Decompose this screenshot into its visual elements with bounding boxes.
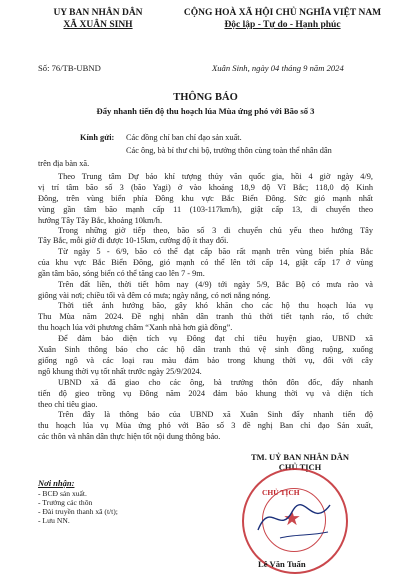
body-line: Thời tiết ảnh hưởng bão, gây khó khăn cho các hộ thu hoạch lúa vụ (58, 301, 373, 310)
body-line: ngô khung thời vụ tốt nhất trước ngày 25/9/2024. (38, 367, 202, 376)
seal-star-icon: ★ (283, 508, 301, 530)
recipients-intro-line1: Các đồng chí ban chỉ đạo sản xuất. (126, 133, 242, 142)
issuer-line1: UY BAN NHÂN DÂN (53, 8, 143, 18)
handwritten-signature (250, 490, 340, 545)
recipients-intro (80, 133, 114, 143)
body-line: Thu Mùa năm 2024. Đề nghị nhân dân tranh thủ thời tiết tạnh ráo, tổ chức (38, 312, 373, 321)
body-line: của khu vực Bắc Biển Đông, gió mạnh có thể lên tới cấp 14, giật cấp 17 ở vùng (38, 258, 373, 267)
body-line: thu hoạch lúa với phương châm “Xanh nhà hơn già đồng”. (38, 323, 233, 332)
body-line: giông vài nơi; chiều tối và đêm có mưa; ngày nắng, có nơi nắng nóng. (38, 291, 271, 300)
recipients-intro-line2: Các ông, bà bí thư chi bộ, trưởng thôn cùng toàn thể nhân dân (126, 146, 332, 155)
recipients-intro-line3: trên địa bàn xã. (38, 159, 90, 168)
body-line: tiến độ gieo trồng vụ Đông năm 2024 đảm bảo khung thời vụ và diện tích (38, 389, 373, 398)
recipients-heading: Nơi nhận: (38, 478, 75, 488)
signature-line1: TM. UỶ BAN NHÂN DÂN (251, 452, 349, 462)
body-line: Trên đất liền, thời tiết hôm nay (4/9) tới ngày 5/9, Bắc Bộ có mưa rào và (58, 280, 373, 289)
body-line: Từ ngày 5 - 6/9, bão có thể đạt cấp bão rất mạnh trên vùng biển phía Bắc (58, 247, 373, 256)
recipient-item: - Đài truyền thanh xã (t/t); (38, 507, 118, 516)
national-name: CỘNG HOÀ XÃ HỘI CHỦ NGHĨA VIỆT NAM (183, 8, 382, 18)
body-line: vùng gần tâm bão mạnh cấp 11 (103-117km/h), giật cấp 13, di chuyển theo (38, 205, 373, 214)
body-line: thu hoạch lúa vụ Mùa ứng phó với Bão số 3 đề nghị Ban chỉ đạo Sản xuất, (38, 421, 373, 430)
body-line: Tây Bắc, mỗi giờ đi được 10-15km, cường độ ít thay đổi. (38, 236, 229, 245)
recipient-item: - Trưởng các thôn (38, 498, 93, 507)
document-date: Xuân Sinh, ngày 04 tháng 9 năm 2024 (212, 63, 344, 73)
body-line: Theo Trung tâm Dự báo khí tượng thủy văn quốc gia, hồi 4 giờ ngày 4/9, (58, 172, 373, 181)
body-line: Trên đây là thông báo của UBND xã Xuân Sinh đẩy nhanh tiến độ (58, 410, 373, 419)
recipient-item: - Lưu NN. (38, 516, 70, 525)
national-motto: Độc lập - Tự do - Hạnh phúc (224, 20, 341, 30)
signer-name: Lê Văn Tuấn (258, 559, 306, 569)
document-title: THÔNG BÁO (173, 92, 238, 103)
body-line: hướng Tây Tây Bắc, khoảng 10km/h. (38, 216, 163, 225)
body-line: giống ngô và các loại rau màu đảm bảo trong khung thời vụ, đối với cây (38, 356, 373, 365)
body-line: Đông, trên vùng biển phía Đông khu vực Bắc Biển Đông. Sức gió mạnh nhất (38, 194, 373, 203)
body-line: các thôn và nhân dân thực hiện tốt nội dung thông báo. (38, 432, 221, 441)
body-line: Để đảm bảo diện tích vụ Đông đạt chỉ tiêu huyện giao, UBND xã (58, 334, 373, 343)
national-motto-block (170, 7, 395, 31)
issuer-block (28, 7, 168, 31)
issuer-line2: XÃ XUÂN SINH (63, 20, 133, 30)
document-subtitle: Đẩy nhanh tiến độ thu hoạch lúa Mùa ứng phó với Bão số 3 (96, 106, 315, 116)
signature-line2: CHỦ TỊCH (278, 462, 322, 472)
body-line: Trong những giờ tiếp theo, bão số 3 di chuyển chủ yếu theo hướng Tây (58, 226, 373, 235)
body-line: UBND xã đã giao cho các ông, bà trưởng thôn đôn đốc, đẩy nhanh (58, 378, 373, 387)
body-line: theo chỉ tiêu giao. (38, 400, 98, 409)
recipient-item: - BCĐ sản xuất. (38, 489, 87, 498)
document-number: Số: 76/TB-UBND (38, 63, 101, 73)
body-line: gần tâm bão, sóng biển có thể tăng cao lên 7 - 9m. (38, 269, 205, 278)
recipients-intro-label: Kính gửi: (80, 133, 115, 142)
body-line: vị trí tâm bão số 3 (bão Yagi) ở vào khoảng 18,9 độ Vĩ Bắc; 118,0 độ Kinh (38, 183, 373, 192)
seal-text: CHỦ TỊCH (262, 488, 300, 497)
body-line: Xuân Sinh thông báo cho các hộ dân tranh thủ vệ sinh đồng ruộng, xuống (38, 345, 373, 354)
